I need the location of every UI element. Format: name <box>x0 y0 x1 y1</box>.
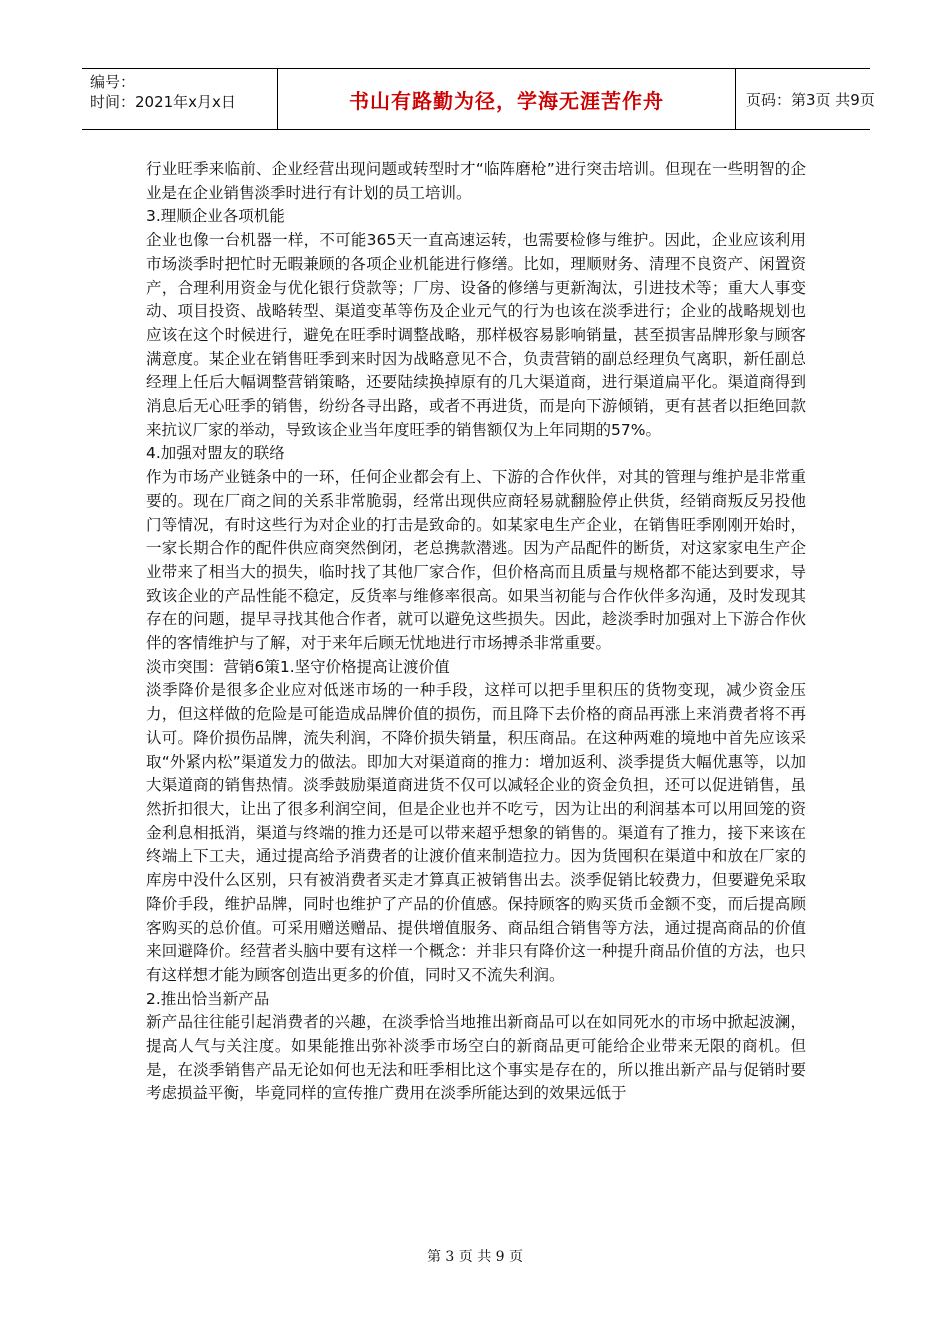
header-motto: 书山有路勤为径，学海无涯苦作舟 <box>278 69 736 129</box>
section-heading: 淡市突围：营销6策1.坚守价格提高让渡价值 <box>146 657 450 676</box>
header-page-info: 页码：第3页 共9页 <box>746 90 875 109</box>
paragraph: 新产品往往能引起消费者的兴趣，在淡季恰当地推出新商品可以在如同死水的市场中掀起波澜，提高人气与关注度。如果能推出弥补淡季市场空白的新商品更可能给企业带来无限的商机。但是，在淡季销售产品无论如何也无法和旺季相比这个事实是存在的，所以推出新产品与促销时要考虑损益平衡，毕竟同样的宣传推广费用在淡季所能达到的效果远低于 <box>146 1013 806 1103</box>
header-meta <box>82 69 278 129</box>
time-label: 时间：2021年x月x日 <box>90 93 236 111</box>
paragraph: 淡季降价是很多企业应对低迷市场的一种手段，这样可以把手里积压的货物变现，减少资金压力，但这样做的危险是可能造成品牌价值的损伤，而且降下去价格的商品再涨上来消费者将不再认可。降价损伤品牌，流失利润，不降价损失销量，积压商品。在这种两难的境地中首先应该采取“外紧内松”渠道发力的做法。即加大对渠道商的推力：增加返利、淡季提货大幅优惠等，以加大渠道商的销售热情。淡季鼓励渠道商进货不仅可以减轻企业的资金负担，还可以促进销售，虽然折扣很大，让出了很多利润空间，但是企业也并不吃亏，因为让出的利润基本可以用回笼的资金利息相抵消，渠道与终端的推力还是可以带来超乎想象的销售的。渠道有了推力，接下来该在终端上下工夫，通过提高给予消费者的让渡价值来制造拉力。因为货囤积在渠道中和放在厂家的库房中没什么区别，只有被消费者买走才算真正被销售出去。淡季促销比较费力，但要避免采取降价手段，维护品牌，同时也维护了产品的价值感。保持顾客的购买货币金额不变，而后提高顾客购买的总价值。可采用赠送赠品、提供增值服务、商品组合销售等方法，通过提高商品的价值来回避降价。经营者头脑中要有这样一个概念：并非只有降价这一种提升商品价值的方法，也只有这样想才能为顾客创造出更多的价值，同时又不流失利润。 <box>146 681 806 984</box>
paragraph: 作为市场产业链条中的一环，任何企业都会有上、下游的合作伙伴，对其的管理与维护是非常重要的。现在厂商之间的关系非常脆弱，经常出现供应商轻易就翻脸停止供货，经销商叛反另投他门等情况，有时这些行为对企业的打击是致命的。如某家电生产企业，在销售旺季刚刚开始时，一家长期合作的配件供应商突然倒闭，老总携款潜逃。因为产品配件的断货，对这家家电生产企业带来了相当大的损失，临时找了其他厂家合作，但价格高而且质量与规格都不能达到要求，导致该企业的产品性能不稳定，反货率与维修率很高。如果当初能与合作伙伴多沟通，及时发现其存在的问题，提早寻找其他合作者，就可以避免这些损失。因此，趁淡季时加强对上下游合作伙伴的客情维护与了解，对于来年后顾无忧地进行市场搏杀非常重要。 <box>146 468 806 653</box>
page-footer: 第 3 页 共 9 页 <box>426 1249 524 1265</box>
section-heading: 4.加强对盟友的联络 <box>146 444 285 463</box>
section-heading: 3.理顺企业各项机能 <box>146 207 285 226</box>
section-heading: 2.推出恰当新产品 <box>146 989 270 1008</box>
document-body <box>146 158 806 1106</box>
serial-label: 编号： <box>90 73 136 91</box>
page-header <box>82 68 875 130</box>
paragraph: 行业旺季来临前、企业经营出现问题或转型时才“临阵磨枪”进行突击培训。但现在一些明智的企业是在企业销售淡季时进行有计划的员工培训。 <box>146 160 806 202</box>
paragraph: 企业也像一台机器一样，不可能365天一直高速运转，也需要检修与维护。因此，企业应该利用市场淡季时把忙时无暇兼顾的各项企业机能进行修缮。比如，理顺财务、清理不良资产、闲置资产，合理利用资金与优化银行贷款等；厂房、设备的修缮与更新淘汰，引进技术等；重大人事变动、项目投资、战略转型、渠道变革等伤及企业元气的行为也该在淡季进行；企业的战略规划也应该在这个时候进行，避免在旺季时调整战略，那样极容易影响销量，甚至损害品牌形象与顾客满意度。某企业在销售旺季到来时因为战略意见不合，负责营销的副总经理负气离职，新任副总经理上任后大幅调整营销策略，还要陆续换掉原有的几大渠道商，进行渠道扁平化。渠道商得到消息后无心旺季的销售，纷纷各寻出路，或者不再进货，而是向下游倾销，更有甚者以拒绝回款来抗议厂家的举动，导致该企业当年度旺季的销售额仅为上年同期的57%。 <box>146 231 806 439</box>
